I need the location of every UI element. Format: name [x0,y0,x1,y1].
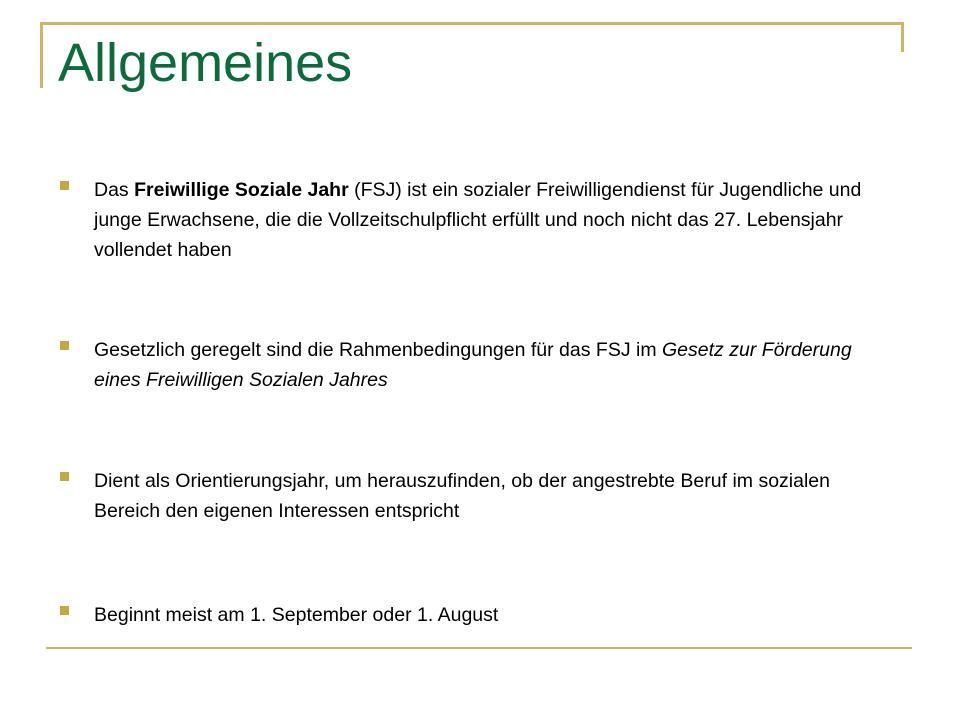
bullet-1-bold: Freiwillige Soziale Jahr [134,179,349,201]
square-bullet-icon [60,472,69,481]
bullet-text-4: Beginnt meist am 1. September oder 1. August [94,604,499,626]
square-bullet-icon [60,606,69,615]
bullet-1-pre: Das [94,179,135,201]
square-bullet-icon [60,181,69,190]
bullet-2-italic: Gesetz zur Förderung eines Freiwilligen Sozialen Jahres [94,339,852,391]
bullet-1-post: (FSJ) ist ein sozialer Freiwilligendienst für Jugendliche und junge Erwachsene, die die Vollzeitschulpflicht erfüllt und noch nicht das 27. Lebensjahr vollendet haben [94,179,862,261]
frame-left-line [40,22,43,88]
frame-top-line [40,22,904,25]
frame-right-line [901,22,904,52]
slide-title: Allgemeines [58,33,353,93]
bullet-text-2 [94,335,894,395]
bullet-2-pre: Gesetzlich geregelt sind die Rahmenbedingungen für das FSJ im [94,339,662,361]
frame-bottom-line [46,647,912,649]
bullet-text-1 [94,175,894,265]
square-bullet-icon [60,341,69,350]
bullet-text-3: Dient als Orientierungsjahr, um herauszufinden, ob der angestrebte Beruf im sozialen Bereich den eigenen Interessen entspricht [94,470,830,522]
